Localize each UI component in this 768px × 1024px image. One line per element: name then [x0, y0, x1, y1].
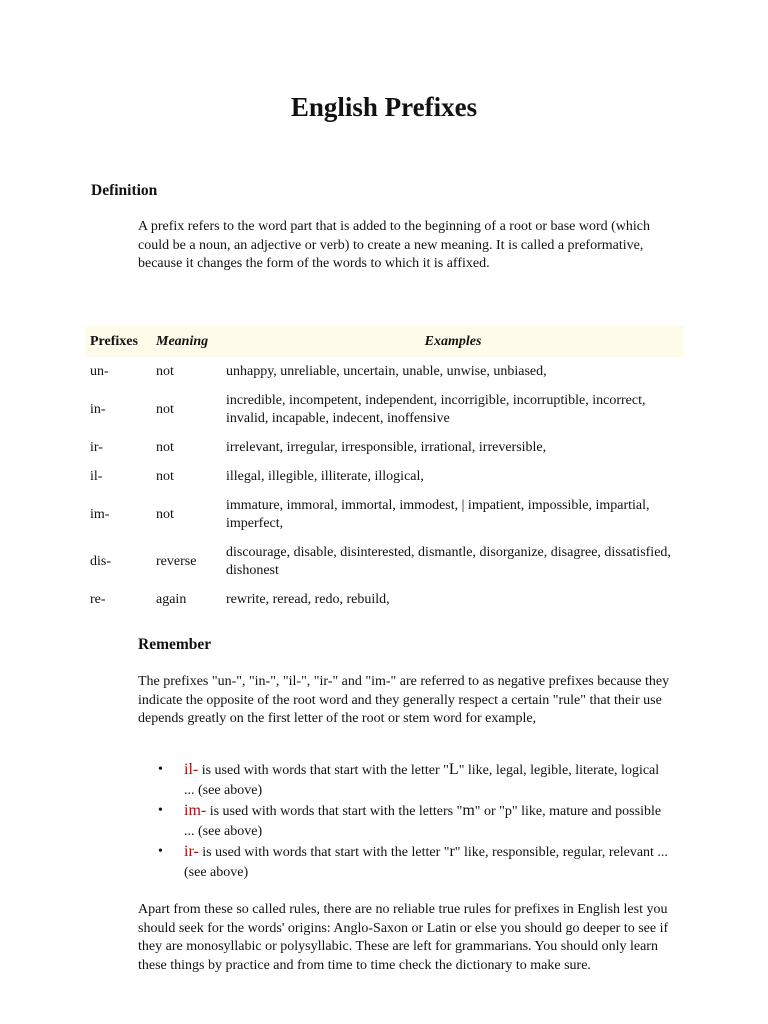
cell-meaning: again — [156, 591, 187, 607]
cell-prefix: dis- — [90, 553, 111, 569]
table-row — [86, 462, 684, 491]
rule-letter: r — [449, 843, 455, 860]
page-title: English Prefixes — [290, 92, 478, 122]
header-prefixes: Prefixes — [86, 326, 152, 357]
cell-examples: incredible, incompetent, independent, incorrigible, incorruptible, incorrect, invalid, incapable, indecent, inoffensive — [226, 392, 646, 426]
definition-text: A prefix refers to the word part that is added to the beginning of a root or base word (which could be a noun, an adjective or verb) to create a new meaning. It is called a preformative, because it changes the form of the words to which it is affixed. — [138, 219, 651, 271]
table-row — [86, 491, 684, 538]
cell-prefix: ir- — [90, 439, 103, 455]
cell-examples: irrelevant, irregular, irresponsible, irrational, irreversible, — [226, 439, 547, 455]
cell-examples: rewrite, reread, redo, rebuild, — [226, 591, 390, 607]
bullet-icon: • — [158, 844, 163, 859]
remember-heading: Remember — [138, 636, 212, 653]
closing-text: Apart from these so called rules, there are no reliable true rules for prefixes in English lest you should seek for the words' origins: Anglo-Saxon or Latin or else you should go deeper to see if they are monosyllabic or polysyllabic. These are left for grammarians. You should only learn these things by practice and from time to time check the dictionary to make sure. — [138, 902, 669, 973]
rule-list — [138, 760, 668, 883]
rule-prefix: ir- — [184, 843, 199, 860]
cell-prefix: il- — [90, 468, 103, 484]
rule-text-after: " like, legal, legible, literate, logical ... (see above) — [184, 763, 660, 798]
prefix-table — [86, 326, 684, 614]
cell-meaning: not — [156, 363, 174, 379]
table-row — [86, 433, 684, 462]
cell-prefix: in- — [90, 401, 106, 417]
header-examples: Examples — [222, 326, 684, 357]
cell-meaning: not — [156, 506, 174, 522]
cell-prefix: re- — [90, 591, 106, 607]
rule-item-im — [138, 801, 668, 842]
table-row — [86, 357, 684, 386]
rule-text-after: " like, responsible, regular, relevant ... (see above) — [184, 845, 668, 880]
rule-letter: L — [448, 761, 459, 778]
table-row — [86, 386, 684, 433]
remember-text: The prefixes "un-", "in-", "il-", "ir-" and "im-" are referred to as negative prefixes because they indicate the opposite of the root word and they generally respect a certain "rule" that their use depends greatly on the first letter of the root or stem word for example, — [138, 674, 670, 726]
rule-text-before: is used with words that start with the letters " — [206, 804, 463, 819]
rule-text-before: is used with words that start with the letter " — [198, 763, 449, 778]
header-meaning: Meaning — [152, 326, 222, 357]
cell-prefix: un- — [90, 363, 109, 379]
table-row — [86, 538, 684, 585]
cell-meaning: not — [156, 439, 174, 455]
definition-heading: Definition — [91, 182, 158, 199]
rule-text-after: " or "p" like, mature and possible ... (see above) — [184, 804, 662, 839]
rule-text-before: is used with words that start with the letter " — [198, 845, 450, 860]
table-row — [86, 585, 684, 614]
bullet-icon: • — [158, 762, 163, 777]
cell-examples: illegal, illegible, illiterate, illogical, — [226, 468, 424, 484]
cell-examples: immature, immoral, immortal, immodest, | impatient, impossible, impartial, imperfect, — [226, 497, 650, 531]
rule-prefix: im- — [184, 802, 207, 819]
rule-item-ir — [138, 842, 668, 883]
cell-prefix: im- — [90, 506, 110, 522]
rule-letter: m — [462, 802, 475, 819]
rule-item-il — [138, 760, 668, 801]
cell-meaning: not — [156, 468, 174, 484]
cell-meaning: not — [156, 401, 174, 417]
bullet-icon: • — [158, 803, 163, 818]
cell-examples: unhappy, unreliable, uncertain, unable, unwise, unbiased, — [226, 363, 547, 379]
cell-examples: discourage, disable, disinterested, dismantle, disorganize, disagree, dissatisfied, dishonest — [226, 544, 671, 578]
table-header-row — [86, 326, 684, 357]
rule-prefix: il- — [184, 761, 199, 778]
cell-meaning: reverse — [156, 553, 197, 569]
